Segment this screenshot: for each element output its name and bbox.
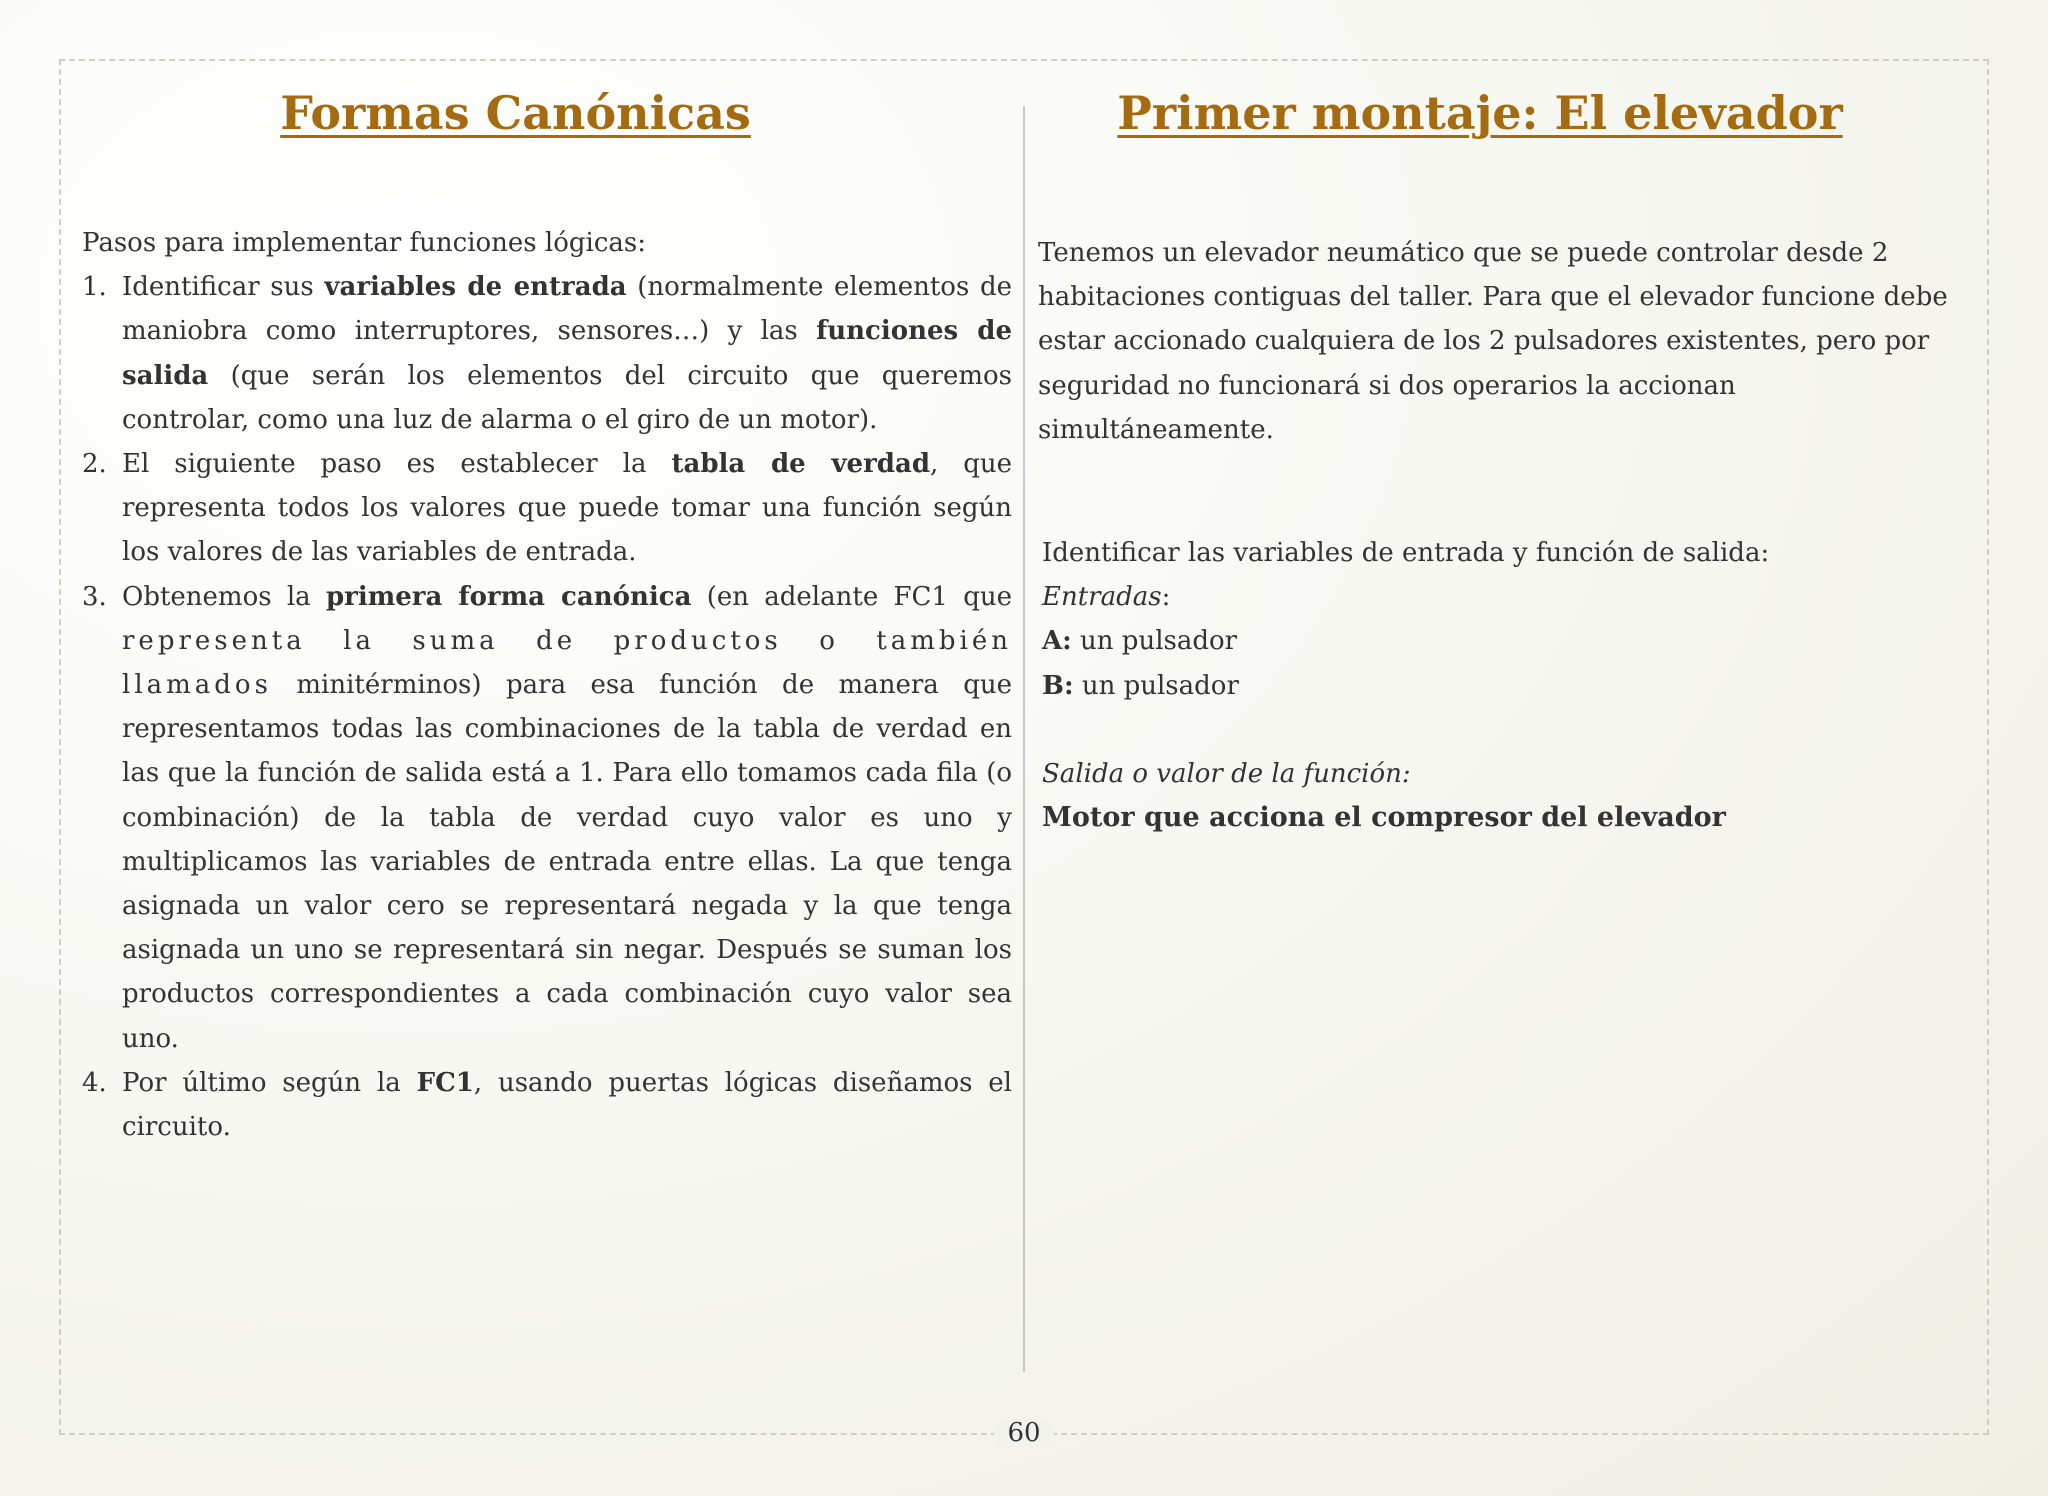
- step-number: 3.: [82, 581, 107, 612]
- inputs-label: Entradas: [1042, 582, 1162, 613]
- bold-term: tabla de verdad: [671, 449, 930, 480]
- variables-block: [1042, 531, 1942, 840]
- bold-term: funciones de salida: [122, 316, 1012, 391]
- right-title: Primer montaje: El elevador: [1117, 86, 1843, 140]
- identify-heading: Identificar las variables de entrada y función de salida:: [1042, 538, 1770, 568]
- output-label: Salida o valor de la función:: [1042, 758, 1411, 789]
- left-column: [82, 221, 1012, 1149]
- elevator-description: Tenemos un elevador neumático que se puede controlar desde 2 habitaciones contiguas del taller. Para que el elevador funcione debe estar accionado cualquiera de los 2 pulsadores existentes, pero por seguridad no funcionará si dos operarios la accionan simultáneamente.: [1038, 238, 1948, 445]
- step-text: Por último según la FC1, usando puertas lógicas diseñamos el circuito.: [122, 1067, 1012, 1143]
- steps-intro: Pasos para implementar funciones lógicas:: [82, 228, 646, 258]
- bold-term: variables de entrada: [324, 272, 627, 303]
- input-a: A: un pulsador: [1042, 626, 1238, 657]
- step-text: El siguiente paso es establecer la tabla de verdad, que representa todos los valores que puede tomar una función según los valores de las variables de entrada.: [122, 449, 1012, 568]
- input-b: B: un pulsador: [1042, 670, 1239, 701]
- step-text: Obtenemos la primera forma canónica (en adelante FC1 que representa la suma de productos o también llamados minitérminos) para esa función de manera que representamos todas las combinaciones de la tabla de verdad en las que la función de salida está a 1. Para ello tomamos cada fila (o combinación) de la tabla de verdad cuyo valor es uno y multiplicamos las variables de entrada entre ellas. La que tenga asignada un valor cero se representará negada y la que tenga asignada un uno se representará sin negar. Después se suman los productos correspondientes a cada combinación cuyo valor sea uno.: [122, 581, 1013, 1054]
- step-number: 4.: [82, 1067, 107, 1098]
- page-number: 60: [994, 1418, 1054, 1448]
- step-number: 1.: [82, 272, 107, 303]
- step-item: [82, 265, 1012, 442]
- steps-list: [82, 265, 1012, 1149]
- step-item: [82, 1061, 1012, 1149]
- spacer: [1042, 708, 1942, 752]
- column-divider: [1023, 106, 1025, 1372]
- bold-term: FC1: [416, 1067, 474, 1098]
- step-item: [82, 575, 1012, 1061]
- output-value: Motor que acciona el compresor del elevador: [1042, 802, 1726, 834]
- step-number: 2.: [82, 449, 107, 480]
- inputs-line: Entradas:: [1042, 582, 1171, 613]
- bold-term: primera forma canónica: [325, 581, 692, 612]
- left-title: Formas Canónicas: [280, 86, 751, 140]
- right-column: [1038, 231, 1958, 452]
- step-text: Identificar sus variables de entrada (normalmente elementos de maniobra como interruptores, sensores…) y las funciones de salida (que serán los elementos del circuito que queremos controlar, como una luz de alarma o el giro de un motor).: [122, 272, 1012, 435]
- step-item: [82, 442, 1012, 575]
